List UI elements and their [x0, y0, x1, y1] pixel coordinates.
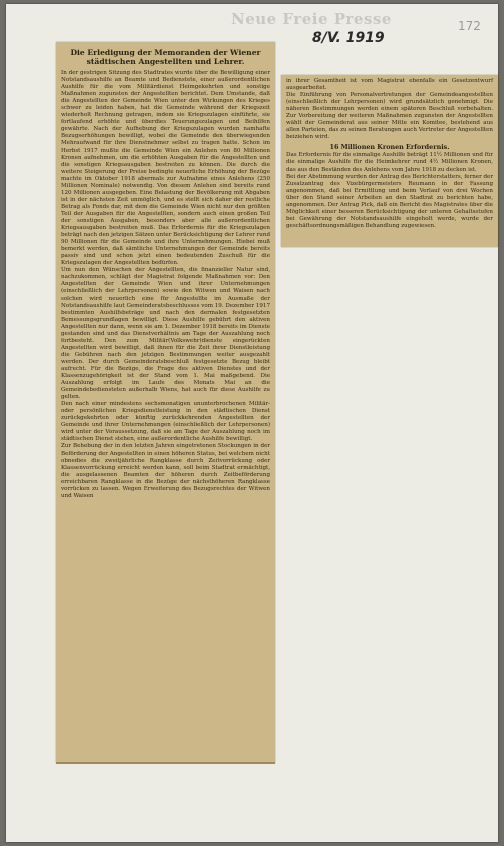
- article-clipping-left: [56, 42, 275, 763]
- page-number: 172: [458, 19, 481, 33]
- article-clipping-right: [281, 75, 498, 247]
- newspaper-stamp: Neue Freie Presse: [231, 10, 392, 28]
- article-headline: Die Erledigung der Memoranden der Wiener städtischen Angestellten und Lehrer.: [70, 48, 261, 66]
- handwritten-date: 8/V. 1919: [312, 30, 385, 46]
- article-body-right: in ihrer Gesamtheit ist vom Magistrat ebenfalls ein Gesetzentwurf ausgearbeitet. Die Einführung von Personalvertretungen der Gemeindeangestellten (einschließlich der Lehrpersonen) wird grundsätzlich genehmigt. Die näheren Bestimmungen werden einem späteren Beschluß vorbehalten. Zur Vorbereitung der weiteren Maßnahmen zugunsten der Angestellten wählt der Gemeinderat aus seiner Mitte ein Komitee, bestehend aus allen Parteien, das zu seinen Beratungen auch Vertreter der Angestellten beiziehen wird.: [286, 78, 493, 141]
- article-body-right-continued: Das Erfordernis für die einmalige Aushilfe beträgt 11½ Millionen und für die einmalige Aushilfe für die Heimkehrer rund 4½ Millionen Kronen, das aus den Beständen des Anlehens vom Jahre 1918 zu decken ist. Bei der Abstimmung wurden der Antrag des Berichterstatters, ferner der Zusatzantrag des Vizebürgermeisters Reumann in der Fassung angenommen, daß bei Ermittlung und beim Verlauf von drei Wochen über den Stand seiner Arbeiten an den Stadtrat zu berichten habe, angenommen. Der Antrag Pick, daß ein Bericht des Magistrates über die Möglichkeit einer besseren Berücksichtigung der unteren Gehaltsstufen bei Gewährung der Notstandsaushilfe eingeholt werde, wurde der geschäftsordnungsmäßigen Behandlung zugewiesen.: [286, 152, 493, 229]
- article-subheading: 16 Millionen Kronen Erfordernis.: [329, 143, 450, 152]
- article-body-left: In der gestrigen Sitzung des Stadtrates wurde über die Bewilligung einer Notstandsaushilfe an Beamte und Bedienstete, einer außerordentlichen Aushilfe für die vom Militärdienst Heimgekehrten und sonstige Maßnahmen zugunsten der Angestellten berichtet. Dem Umstande, daß die Angestellten der Gemeinde Wien unter den Wirkungen des Krieges schwer zu leiden haben, hat die Gemeinde während der Kriegszeit wiederholt Rechnung getragen, indem sie Kriegszulagen einführte, sie fortlaufend erhöhte und überdies Teuerungszulagen und Beihilfen gewährte. Nach der Aufhebung der Kriegszulagen wurden namhafte Bezugserhöhungen bewilligt, wobei die Gemeinde den überwiegenden Mehraufwand für ihre Dienstnehmer selbst zu tragen hatte. Schon im Herbst 1917 mußte die Gemeinde Wien ein Anlehen von 80 Millionen Kronen aufnehmen, um die erhöhten Ausgaben für die Angestellten und die sonstigen Kriegsausgaben bestreiten zu können. Die durch die weitere Steigerung der Preise bedingte neuerliche Erhöhung der Bezüge machte im Oktober 1918 abermals zur Aufnahme eines Anlehens (250 Millionen Nominale) notwendig. Von diesem Anlehen sind bereits rund 120 Millionen ausgegeben. Eine Belastung der Bevölkerung mit Abgaben ist in der nächsten Zeit unmöglich, und es stellt sich daher der restliche Betrag als Fonds dar, mit dem die Gemeinde Wien nicht nur den größten Teil der Ausgaben für die Angestellten, sondern auch einen großen Teil der sonstigen Ausgaben, besonders aber alle außerordentlichen Kriegsausgaben bestreiten muß. Das Erfordernis für die Kriegszulagen beträgt nach den jetzigen Sätzen unter Berücksichtigung der Lehrer rund 90 Millionen für die Gemeinde und ihre Unternehmungen. Hiebei muß bemerkt werden, daß sämtliche Unternehmungen der Gemeinde bereits passiv sind und schon jetzt einen bedeutenden Zuschuß für die Kriegszulagen der Angestellten bedürfen. Um nun den Wünschen der Angestellten, die finanzieller Natur sind, nachzukommen, schlägt der Magistrat folgende Maßnahmen vor: Den Angestellten der Gemeinde Wien und ihrer Unternehmungen (einschließlich der Lehrpersonen) sowie den Witwen und Waisen nach solchen wird neuerlich eine für Angestellte im Ausmaße der Notstandsaushilfe laut Gemeinderatsbeschlusses vom 19. Dezember 1917 bestimmten Aushilfsbeträge und nach den dermalen festgesetzten Bemessungsgrundlagen bewilligt. Diese Aushilfe gebührt den aktiven Angestellten nur dann, wenn sie am 1. Dezember 1918 bereits im Dienste gestanden sind und das Dienstverhältnis am Tage der Auszahlung noch fortbesteht. Den zum Militär(Volkswehr)dienste eingerückten Angestellten wird bewilligt, daß ihnen für die Zeit ihrer Dienstleistung die Gebühren nach den jetzigen Bestimmungen weiter ausgezahlt werden. Der durch Gemeinderatsbeschluß festgesetzte Bezug bleibt aufrecht. Für die Bezüge, die Frage des aktiven Dienstes und der Klassenzugehörigkeit ist der Stand vom 1. Mai maßgebend. Die Auszahlung erfolgt im Laufe des Monats Mai an die Gemeindebediensteten außerhalb Wiens, hat auch für diese Aushilfe zu gelten. Den nach einer mindestens sechsmonatigen ununterbrochenen Militär- oder persönlichen Kriegsdienstleistung in den städtischen Dienst zurückgekehrten oder künftig zurückkehrenden Angestellten der Gemeinde und ihrer Unternehmungen (einschließlich der Lehrpersonen) wird unter der Voraussetzung, daß sie am Tage der Auszahlung noch im städtischen Dienst stehen, eine außerordentliche Aushilfe bewilligt. Zur Behebung der in den letzten Jahren eingetretenen Stockungen in der Beförderung der Angestellten in einen höheren Status, bei welchem nicht obnedies die zweitjährliche Rangklasse durch Zeitvorrückung oder Klassenvorrückung erreicht werden kann, soll beim Stadtrat ermächtigt, die ausgelassenen Beamten der höheren durch Zeitbeförderung erreichbaren Rangklasse in die Bezüge der nächsthöheren Rangklasse vorrücken zu lassen. Wegen Erweiterung des Bezugsrechtes der Witwen und Waisen: [61, 70, 270, 499]
- clipping-edge: [56, 762, 275, 764]
